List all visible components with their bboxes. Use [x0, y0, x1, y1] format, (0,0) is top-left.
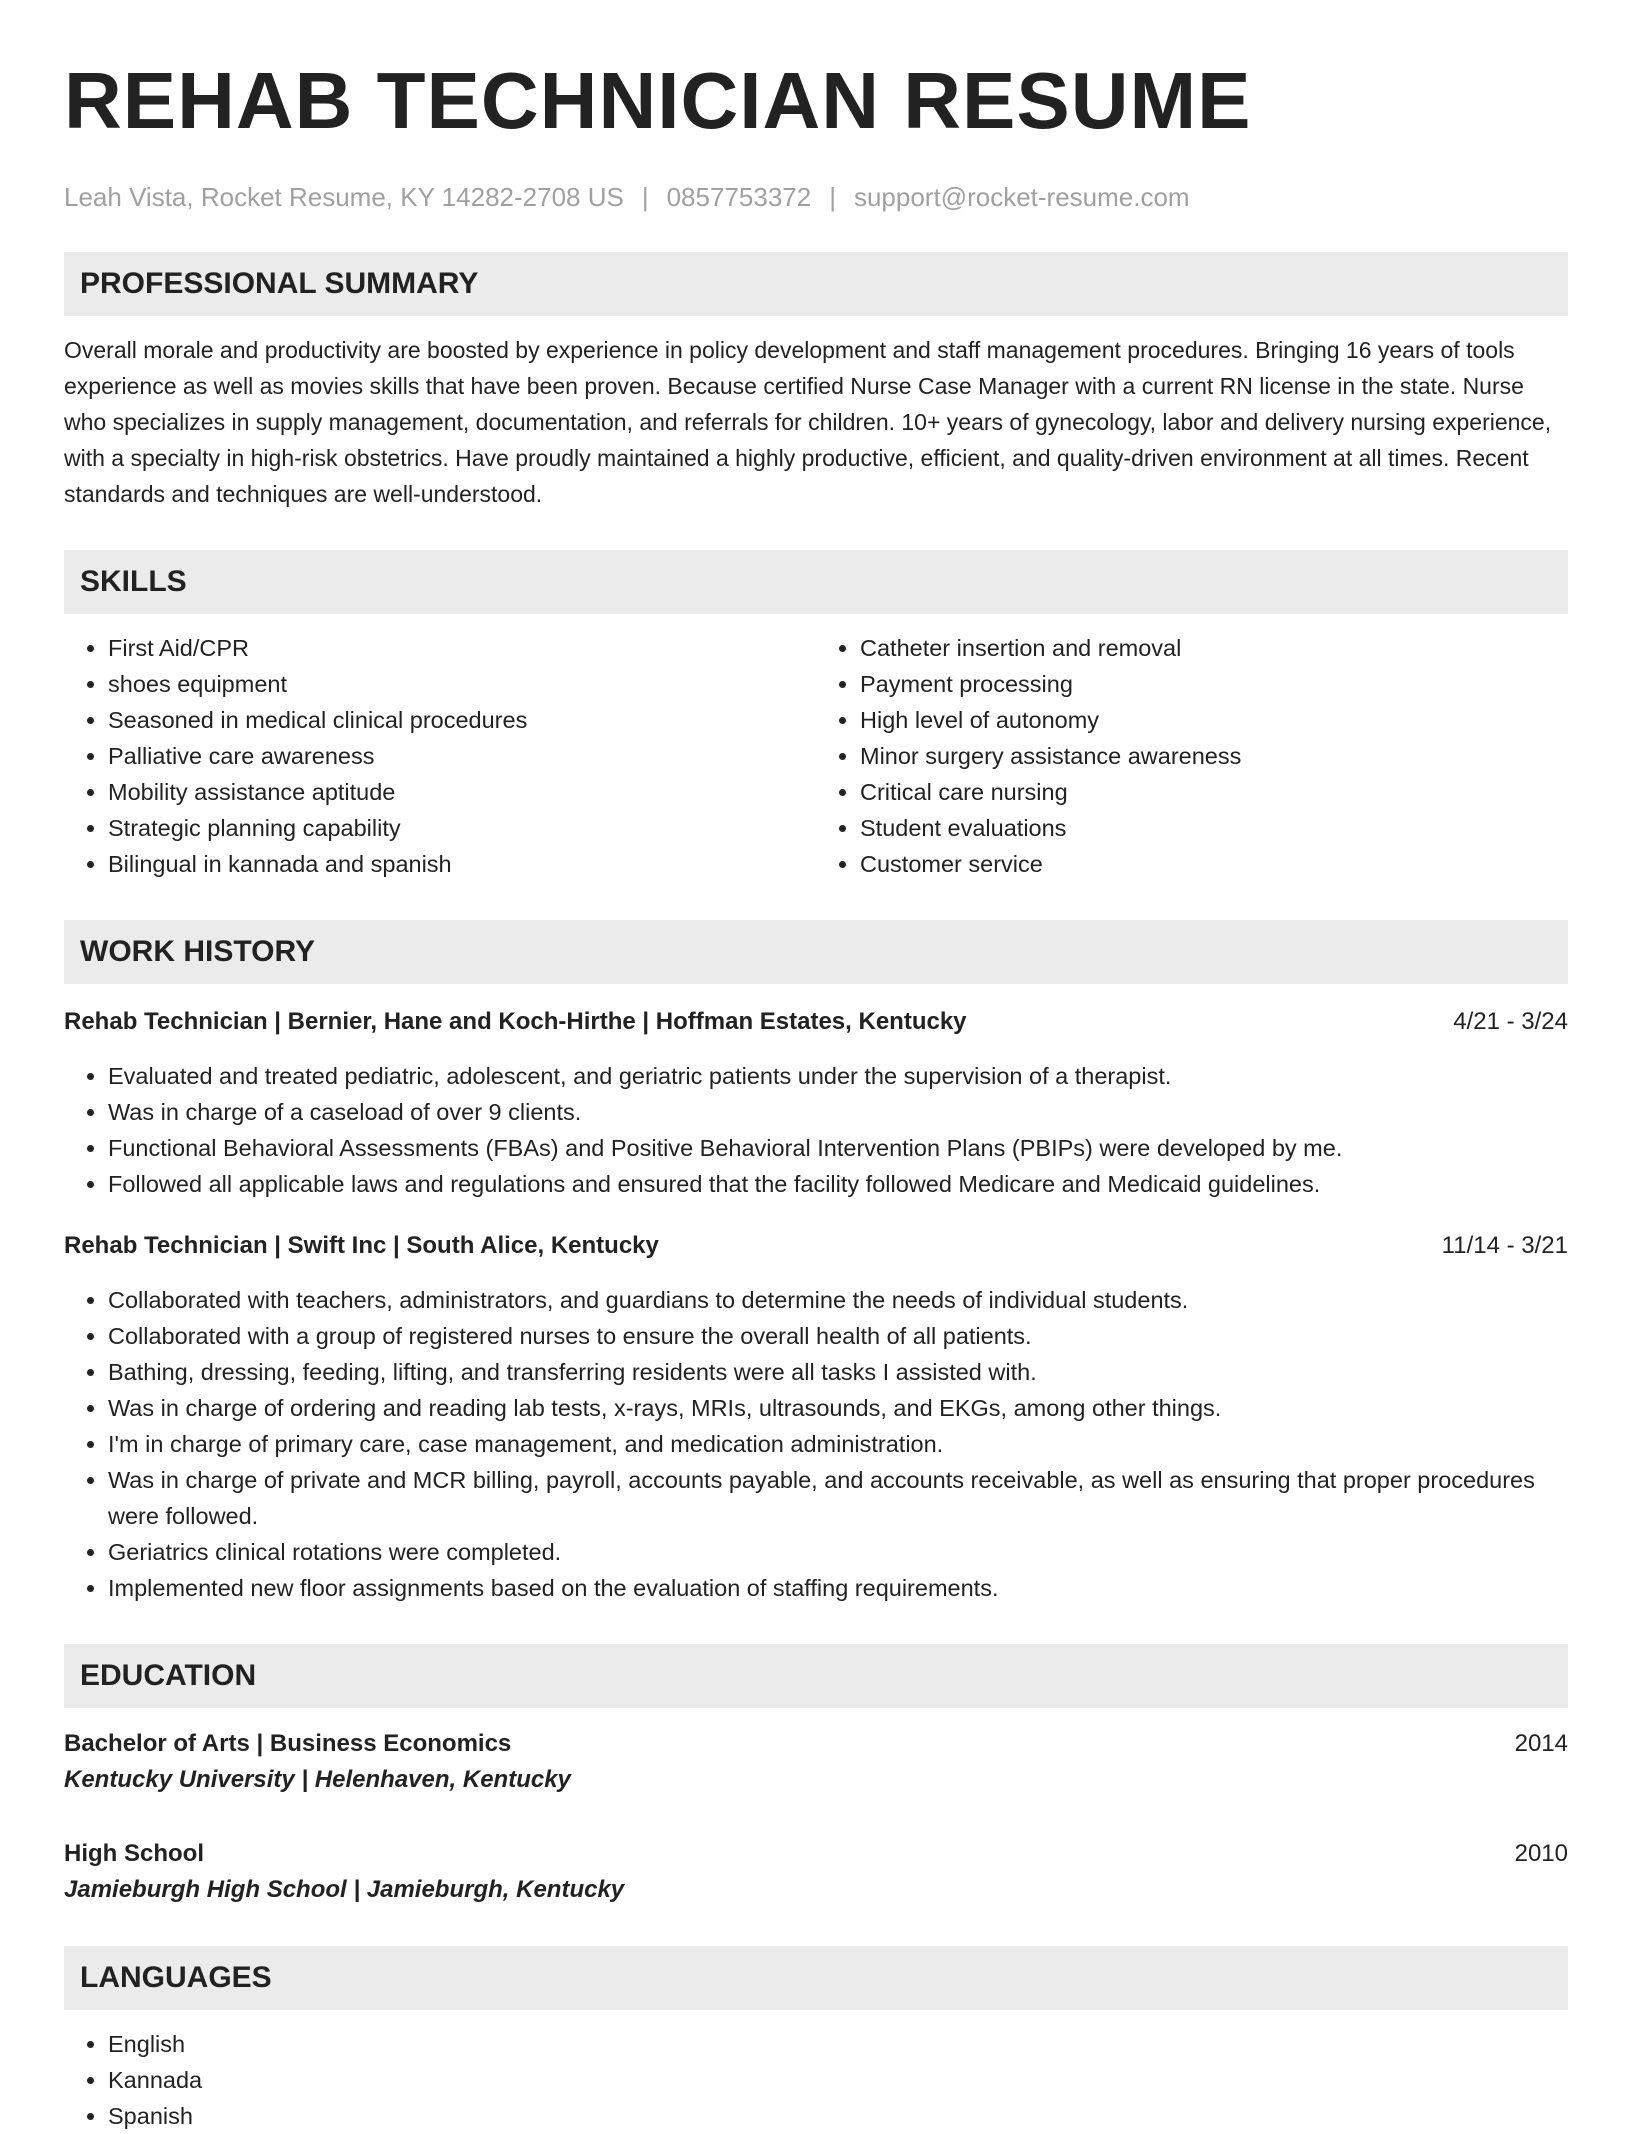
skills-list — [64, 630, 1568, 882]
contact-phone: 0857753372 — [666, 182, 812, 212]
language-item: • Kannada — [108, 2062, 1568, 2098]
contact-address: Leah Vista, Rocket Resume, KY 14282-2708 US — [64, 182, 624, 212]
job-bullet: • Was in charge of a caseload of over 9 clients. — [108, 1094, 1568, 1130]
contact-email: support@rocket-resume.com — [853, 182, 1190, 212]
job-bullet: • Collaborated with a group of registered nurses to ensure the overall health of all patients. — [108, 1318, 1568, 1354]
education-year: 2014 — [1514, 1730, 1568, 1757]
skill-item: • Mobility assistance aptitude — [108, 774, 816, 810]
education-degree: Bachelor of Arts | Business Economics — [64, 1730, 512, 1757]
skill-item: • Student evaluations — [860, 810, 1568, 846]
education-year: 2010 — [1514, 1840, 1568, 1867]
skill-item: • First Aid/CPR — [108, 630, 816, 666]
education-school: Kentucky University | Helenhaven, Kentucky — [64, 1766, 571, 1793]
section-heading-languages: LANGUAGES — [64, 1946, 1568, 2010]
contact-separator: | — [829, 182, 836, 212]
education-school: Jamieburgh High School | Jamieburgh, Kentucky — [64, 1876, 625, 1903]
job-bullet: • Bathing, dressing, feeding, lifting, and transferring residents were all tasks I assisted with. — [108, 1354, 1568, 1390]
languages-list — [64, 2026, 1568, 2134]
job-dates: 11/14 - 3/21 — [1441, 1232, 1568, 1259]
summary-paragraph: Overall morale and productivity are boosted by experience in policy development and staff management procedures. Bringing 16 years of tools experience as well as movies skills that have been proven. Because certified Nurse Case Manager with a current RN license in the state. Nurse who specializes in supply management, documentation, and referrals for children. 10+ years of gynecology, labor and delivery nursing experience, with a specialty in high-risk obstetrics. Have proudly maintained a highly productive, efficient, and quality-driven environment at all times. Recent standards and techniques are well-understood. — [64, 337, 1552, 507]
skill-item: • Critical care nursing — [860, 774, 1568, 810]
section-heading-education: EDUCATION — [64, 1644, 1568, 1708]
job-bullet: • Was in charge of private and MCR billing, payroll, accounts payable, and accounts receivable, as well as ensuring that proper procedures were followed. — [108, 1462, 1568, 1534]
language-item: • English — [108, 2026, 1568, 2062]
section-heading-summary: PROFESSIONAL SUMMARY — [64, 252, 1568, 316]
job-bullets — [64, 1058, 1568, 1202]
skill-item: • Bilingual in kannada and spanish — [108, 846, 816, 882]
job-bullet: • Functional Behavioral Assessments (FBAs) and Positive Behavioral Intervention Plans (PBIPs) were developed by me. — [108, 1130, 1568, 1166]
skill-item: • Customer service — [860, 846, 1568, 882]
section-heading-skills: SKILLS — [64, 550, 1568, 614]
skill-item: • Payment processing — [860, 666, 1568, 702]
job-entry — [64, 1004, 1568, 1202]
language-item: • Spanish — [108, 2098, 1568, 2134]
job-dates: 4/21 - 3/24 — [1453, 1008, 1568, 1035]
job-title: Rehab Technician | Bernier, Hane and Koch-Hirthe | Hoffman Estates, Kentucky — [64, 1008, 967, 1035]
job-bullet: • Geriatrics clinical rotations were completed. — [108, 1534, 1568, 1570]
education-degree: High School — [64, 1840, 204, 1867]
job-bullet: • Was in charge of ordering and reading lab tests, x-rays, MRIs, ultrasounds, and EKGs, among other things. — [108, 1390, 1568, 1426]
skill-item: • Strategic planning capability — [108, 810, 816, 846]
job-title: Rehab Technician | Swift Inc | South Alice, Kentucky — [64, 1232, 659, 1259]
skills-column-left — [64, 630, 816, 882]
skill-item: • Seasoned in medical clinical procedures — [108, 702, 816, 738]
contact-separator: | — [641, 182, 649, 212]
contact-line — [64, 180, 1568, 214]
job-bullet: • Evaluated and treated pediatric, adolescent, and geriatric patients under the supervision of a therapist. — [108, 1058, 1568, 1094]
resume-title: REHAB TECHNICIAN RESUME — [64, 56, 1252, 145]
skill-item: • Catheter insertion and removal — [860, 630, 1568, 666]
job-entry — [64, 1228, 1568, 1606]
education-entry — [64, 1836, 1568, 1908]
job-bullets — [64, 1282, 1568, 1606]
section-heading-work-history: WORK HISTORY — [64, 920, 1568, 984]
job-bullet: • I'm in charge of primary care, case management, and medication administration. — [108, 1426, 1568, 1462]
job-bullet: • Implemented new floor assignments based on the evaluation of staffing requirements. — [108, 1570, 1568, 1606]
education-entry — [64, 1726, 1568, 1798]
skills-column-right — [816, 630, 1568, 882]
skill-item: • High level of autonomy — [860, 702, 1568, 738]
skill-item: • Palliative care awareness — [108, 738, 816, 774]
job-bullet: • Followed all applicable laws and regulations and ensured that the facility followed Medicare and Medicaid guidelines. — [108, 1166, 1568, 1202]
job-bullet: • Collaborated with teachers, administrators, and guardians to determine the needs of individual students. — [108, 1282, 1568, 1318]
skill-item: • Minor surgery assistance awareness — [860, 738, 1568, 774]
skill-item: • shoes equipment — [108, 666, 816, 702]
